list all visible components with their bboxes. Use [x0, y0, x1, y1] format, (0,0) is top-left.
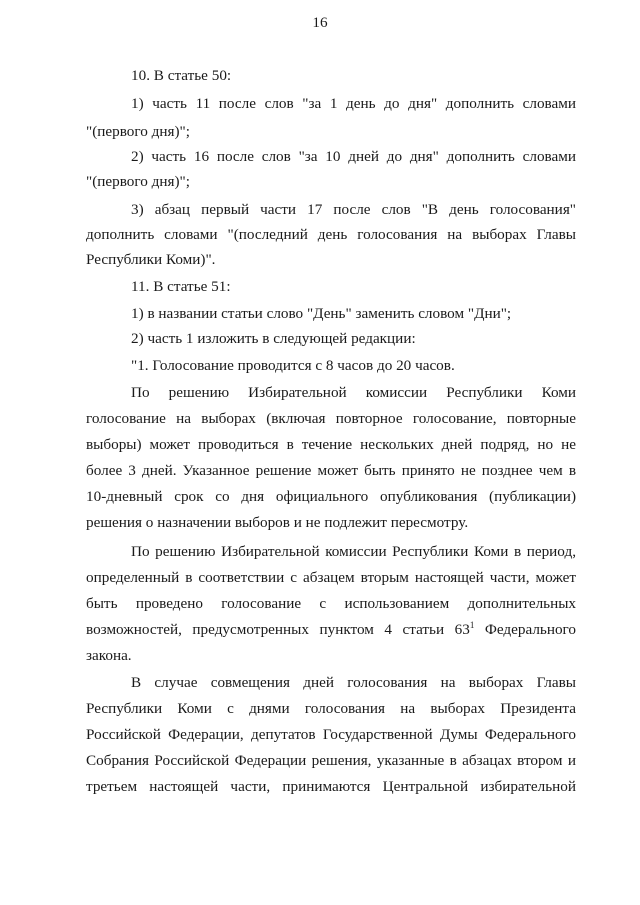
page-number: 16 [312, 14, 328, 31]
paragraph-line: "1. Голосование проводится с 8 часов до 20 часов. [131, 357, 455, 374]
paragraph-line: выборы) может проводиться в течение нескольких дней подряд, но не [86, 436, 576, 453]
paragraph-line: 3) абзац первый части 17 после слов "В день голосования" [131, 201, 576, 218]
amendment-item-11: 11. В статье 51: [131, 278, 231, 295]
paragraph-line: 1) в названии статьи слово "День" заменить словом "Дни"; [131, 305, 512, 322]
paragraph-line: быть проведено голосование с использованием дополнительных [86, 595, 576, 612]
amendment-item-10: 10. В статье 50: [131, 67, 232, 84]
paragraph-line: 2) часть 1 изложить в следующей редакции: [131, 330, 416, 347]
paragraph-line: "(первого дня)"; [86, 123, 190, 140]
paragraph-line: По решению Избирательной комиссии Республики Коми [131, 384, 576, 401]
paragraph-line: 1) часть 11 после слов "за 1 день до дня" дополнить словами [131, 95, 576, 112]
paragraph-line: дополнить словами "(последний день голосования на выборах Главы [86, 226, 576, 243]
paragraph-line: голосование на выборах (включая повторное голосование, повторные [86, 410, 576, 427]
paragraph-line: более 3 дней. Указанное решение может быть принято не позднее чем в [86, 462, 576, 479]
paragraph-line-with-superscript: возможностей, предусмотренных пунктом 4 статьи $63^1$ Федерального [86, 620, 576, 638]
paragraph-line: Собрания Российской Федерации решения, указанные в абзацах втором и [86, 752, 576, 769]
paragraph-line: третьем настоящей части, принимаются Центральной избирательной [86, 778, 576, 795]
superscript: 1 [469, 620, 475, 630]
paragraph-line: В случае совмещения дней голосования на выборах Главы [131, 674, 576, 691]
paragraph-line: решения о назначении выборов и не подлежит пересмотру. [86, 514, 469, 531]
paragraph-line: 2) часть 16 после слов "за 10 дней до дня" дополнить словами [131, 148, 576, 165]
paragraph-line: Российской Федерации, депутатов Государственной Думы Федерального [86, 726, 576, 743]
paragraph-line: По решению Избирательной комиссии Республики Коми в период, [131, 543, 576, 560]
paragraph-line: 10-дневный срок со дня официального опубликования (публикации) [86, 488, 576, 505]
paragraph-line: закона. [86, 647, 132, 664]
paragraph-line: определенный в соответствии с абзацем вторым настоящей части, может [86, 569, 576, 586]
paragraph-line: Республики Коми)". [86, 251, 216, 268]
paragraph-line: "(первого дня)"; [86, 173, 190, 190]
paragraph-line: Республики Коми с днями голосования на выборах Президента [86, 700, 576, 717]
